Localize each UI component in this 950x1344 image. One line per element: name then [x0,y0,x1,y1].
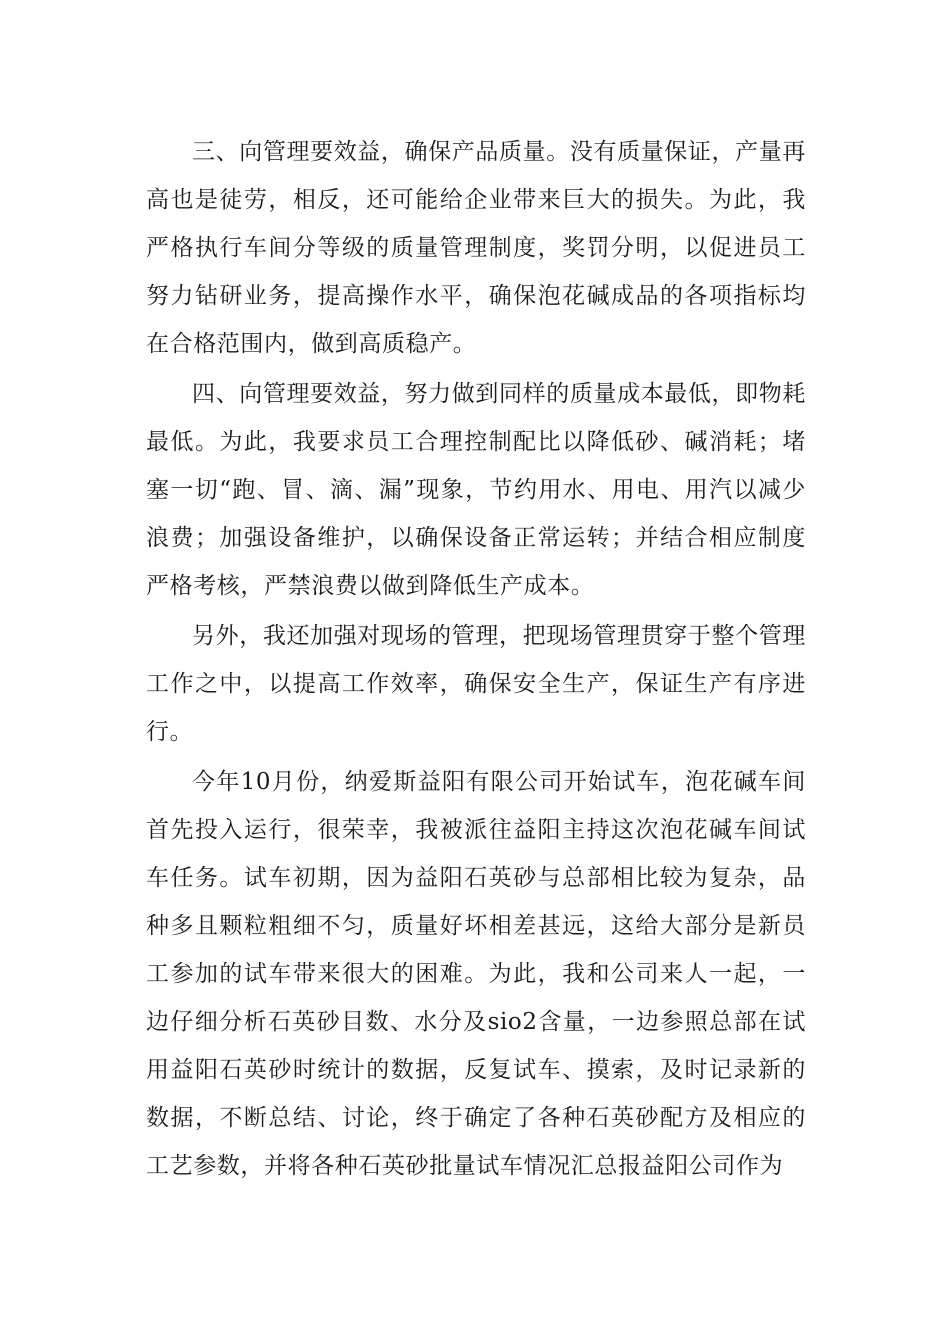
paragraph-site-management: 另外，我还加强对现场的管理，把现场管理贯穿于整个管理工作之中，以提高工作效率，确保安全生产，保证生产有序进行。 [146,623,806,745]
paragraph-yiyang-trial: 今年10月份，纳爱斯益阳有限公司开始试车，泡花碱车间首先投入运行，很荣幸，我被派往益阳主持这次泡花碱车间试车任务。试车初期，因为益阳石英砂与总部相比较为复杂，品种多且颗粒粗细不匀，质量好坏相差甚远，这给大部分是新员工参加的试车带来很大的困难。为此，我和公司来人一起，一边仔细分析石英砂目数、水分及sio2含量，一边参照总部在试用益阳石英砂时统计的数据，反复试车、摸索，及时记录新的数据，不断总结、讨论，终于确定了各种石英砂配方及相应的工艺参数，并将各种石英砂批量试车情况汇总报益阳公司作为 [146,769,806,1179]
document-body [146,128,806,1190]
paragraph-cost: 四、向管理要效益，努力做到同样的质量成本最低，即物耗最低。为此，我要求员工合理控制配比以降低砂、碱消耗；堵塞一切“跑、冒、滴、漏”现象，节约用水、用电、用汽以减少浪费；加强设备维护，以确保设备正常运转；并结合相应制度严格考核，严禁浪费以做到降低生产成本。 [146,381,806,599]
paragraph-quality: 三、向管理要效益，确保产品质量。没有质量保证，产量再高也是徒劳，相反，还可能给企业带来巨大的损失。为此，我严格执行车间分等级的质量管理制度，奖罚分明，以促进员工努力钻研业务，提高操作水平，确保泡花碱成品的各项指标均在合格范围内，做到高质稳产。 [146,139,806,357]
